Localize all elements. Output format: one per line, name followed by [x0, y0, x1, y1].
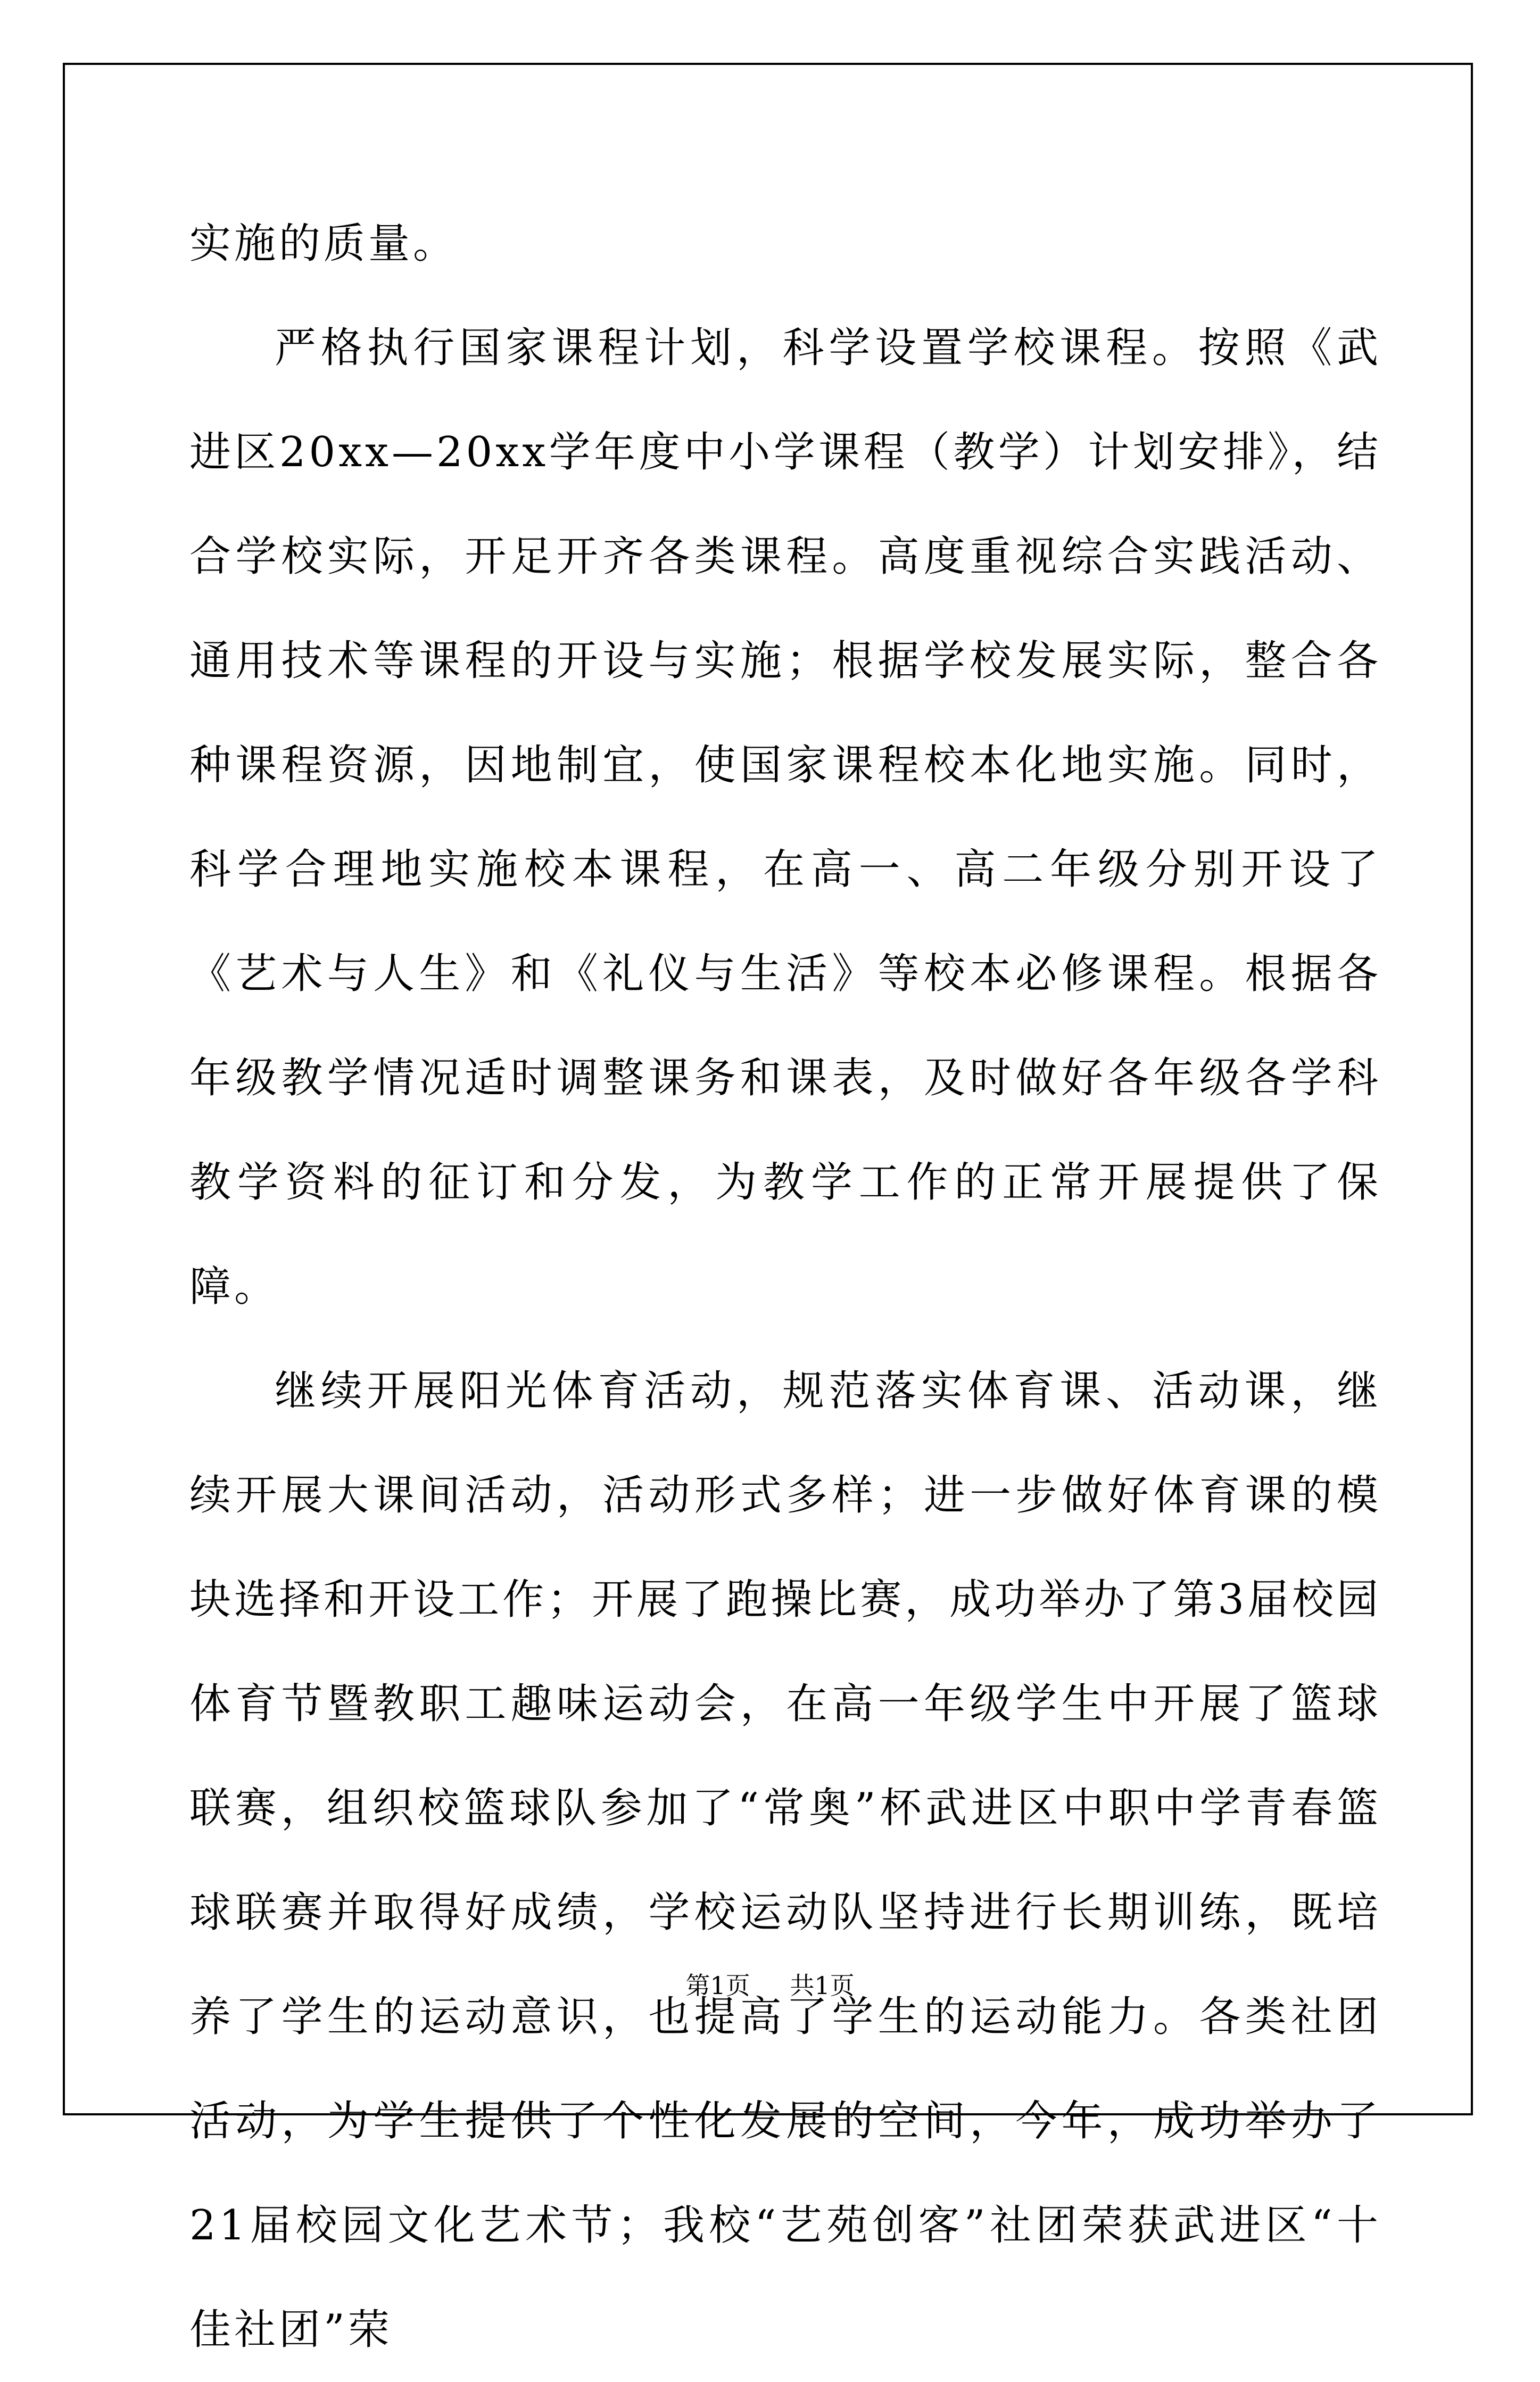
paragraph-1: 实施的质量。	[189, 220, 458, 268]
paragraph-2: 严格执行国家课程计划，科学设置学校课程。按照《武进区20xx—20xx学年度中小学课程（教学）计划安排》，结合学校实际，开足开齐各类课程。高度重视综合实践活动、通用技术等课程的开设与实施；根据学校发展实际，整合各种课程资源，因地制宜，使国家课程校本化地实施。同时，科学合理地实施校本课程，在高一、高二年级分别开设了《艺术与人生》和《礼仪与生活》等校本必修课程。根据各年级教学情况适时调整课务和课表，及时做好各年级各学科教学资料的征订和分发，为教学工作的正常开展提供了保障。	[189, 324, 1381, 1311]
page-footer	[0, 1966, 1540, 2001]
page-total: 共1页	[790, 1971, 855, 2000]
document-body	[189, 192, 1381, 2382]
page-number: 第1页	[685, 1971, 750, 2000]
paragraph-3: 继续开展阳光体育活动，规范落实体育课、活动课，继续开展大课间活动，活动形式多样；进一步做好体育课的模块选择和开设工作；开展了跑操比赛，成功举办了第3届校园体育节暨教职工趣味运动会，在高一年级学生中开展了篮球联赛，组织校篮球队参加了“常奥”杯武进区中职中学青春篮球联赛并取得好成绩，学校运动队坚持进行长期训练，既培养了学生的运动意识，也提高了学生的运动能力。各类社团活动，为学生提供了个性化发展的空间，今年，成功举办了21届校园文化艺术节；我校“艺苑创客”社团荣获武进区“十佳社团”荣	[189, 1367, 1381, 2354]
